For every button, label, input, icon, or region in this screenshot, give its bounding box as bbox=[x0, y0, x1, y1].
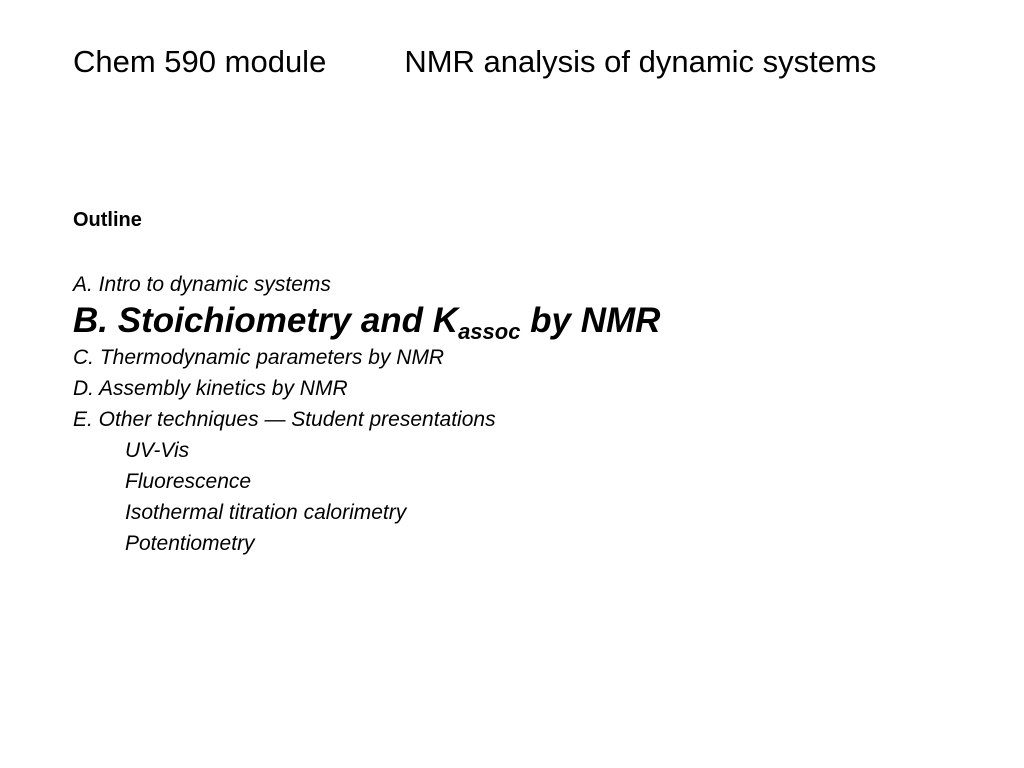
outline-subitem-itc: Isothermal titration calorimetry bbox=[125, 501, 407, 524]
course-title: Chem 590 module bbox=[73, 44, 327, 79]
outline-subitem-fluorescence: Fluorescence bbox=[125, 470, 252, 493]
outline-subitem-uv-vis: UV-Vis bbox=[125, 439, 190, 462]
assoc-subscript: assoc bbox=[458, 319, 521, 344]
outline-item-e: E. Other techniques — Student presentations bbox=[73, 408, 496, 431]
outline-item-b-text: B. Stoichiometry and K bbox=[73, 301, 459, 340]
slide-title bbox=[73, 43, 876, 81]
outline-item-c: C. Thermodynamic parameters by NMR bbox=[73, 346, 445, 369]
outline-item-b-suffix: by NMR bbox=[520, 301, 661, 340]
outline-item-b-current bbox=[73, 300, 660, 342]
outline-subitem-potentiometry: Potentiometry bbox=[125, 532, 255, 555]
outline-list bbox=[73, 269, 660, 559]
outline-item-d: D. Assembly kinetics by NMR bbox=[73, 377, 348, 400]
outline-heading: Outline bbox=[73, 209, 142, 231]
outline-item-a: A. Intro to dynamic systems bbox=[73, 273, 331, 296]
module-topic: NMR analysis of dynamic systems bbox=[404, 44, 877, 79]
